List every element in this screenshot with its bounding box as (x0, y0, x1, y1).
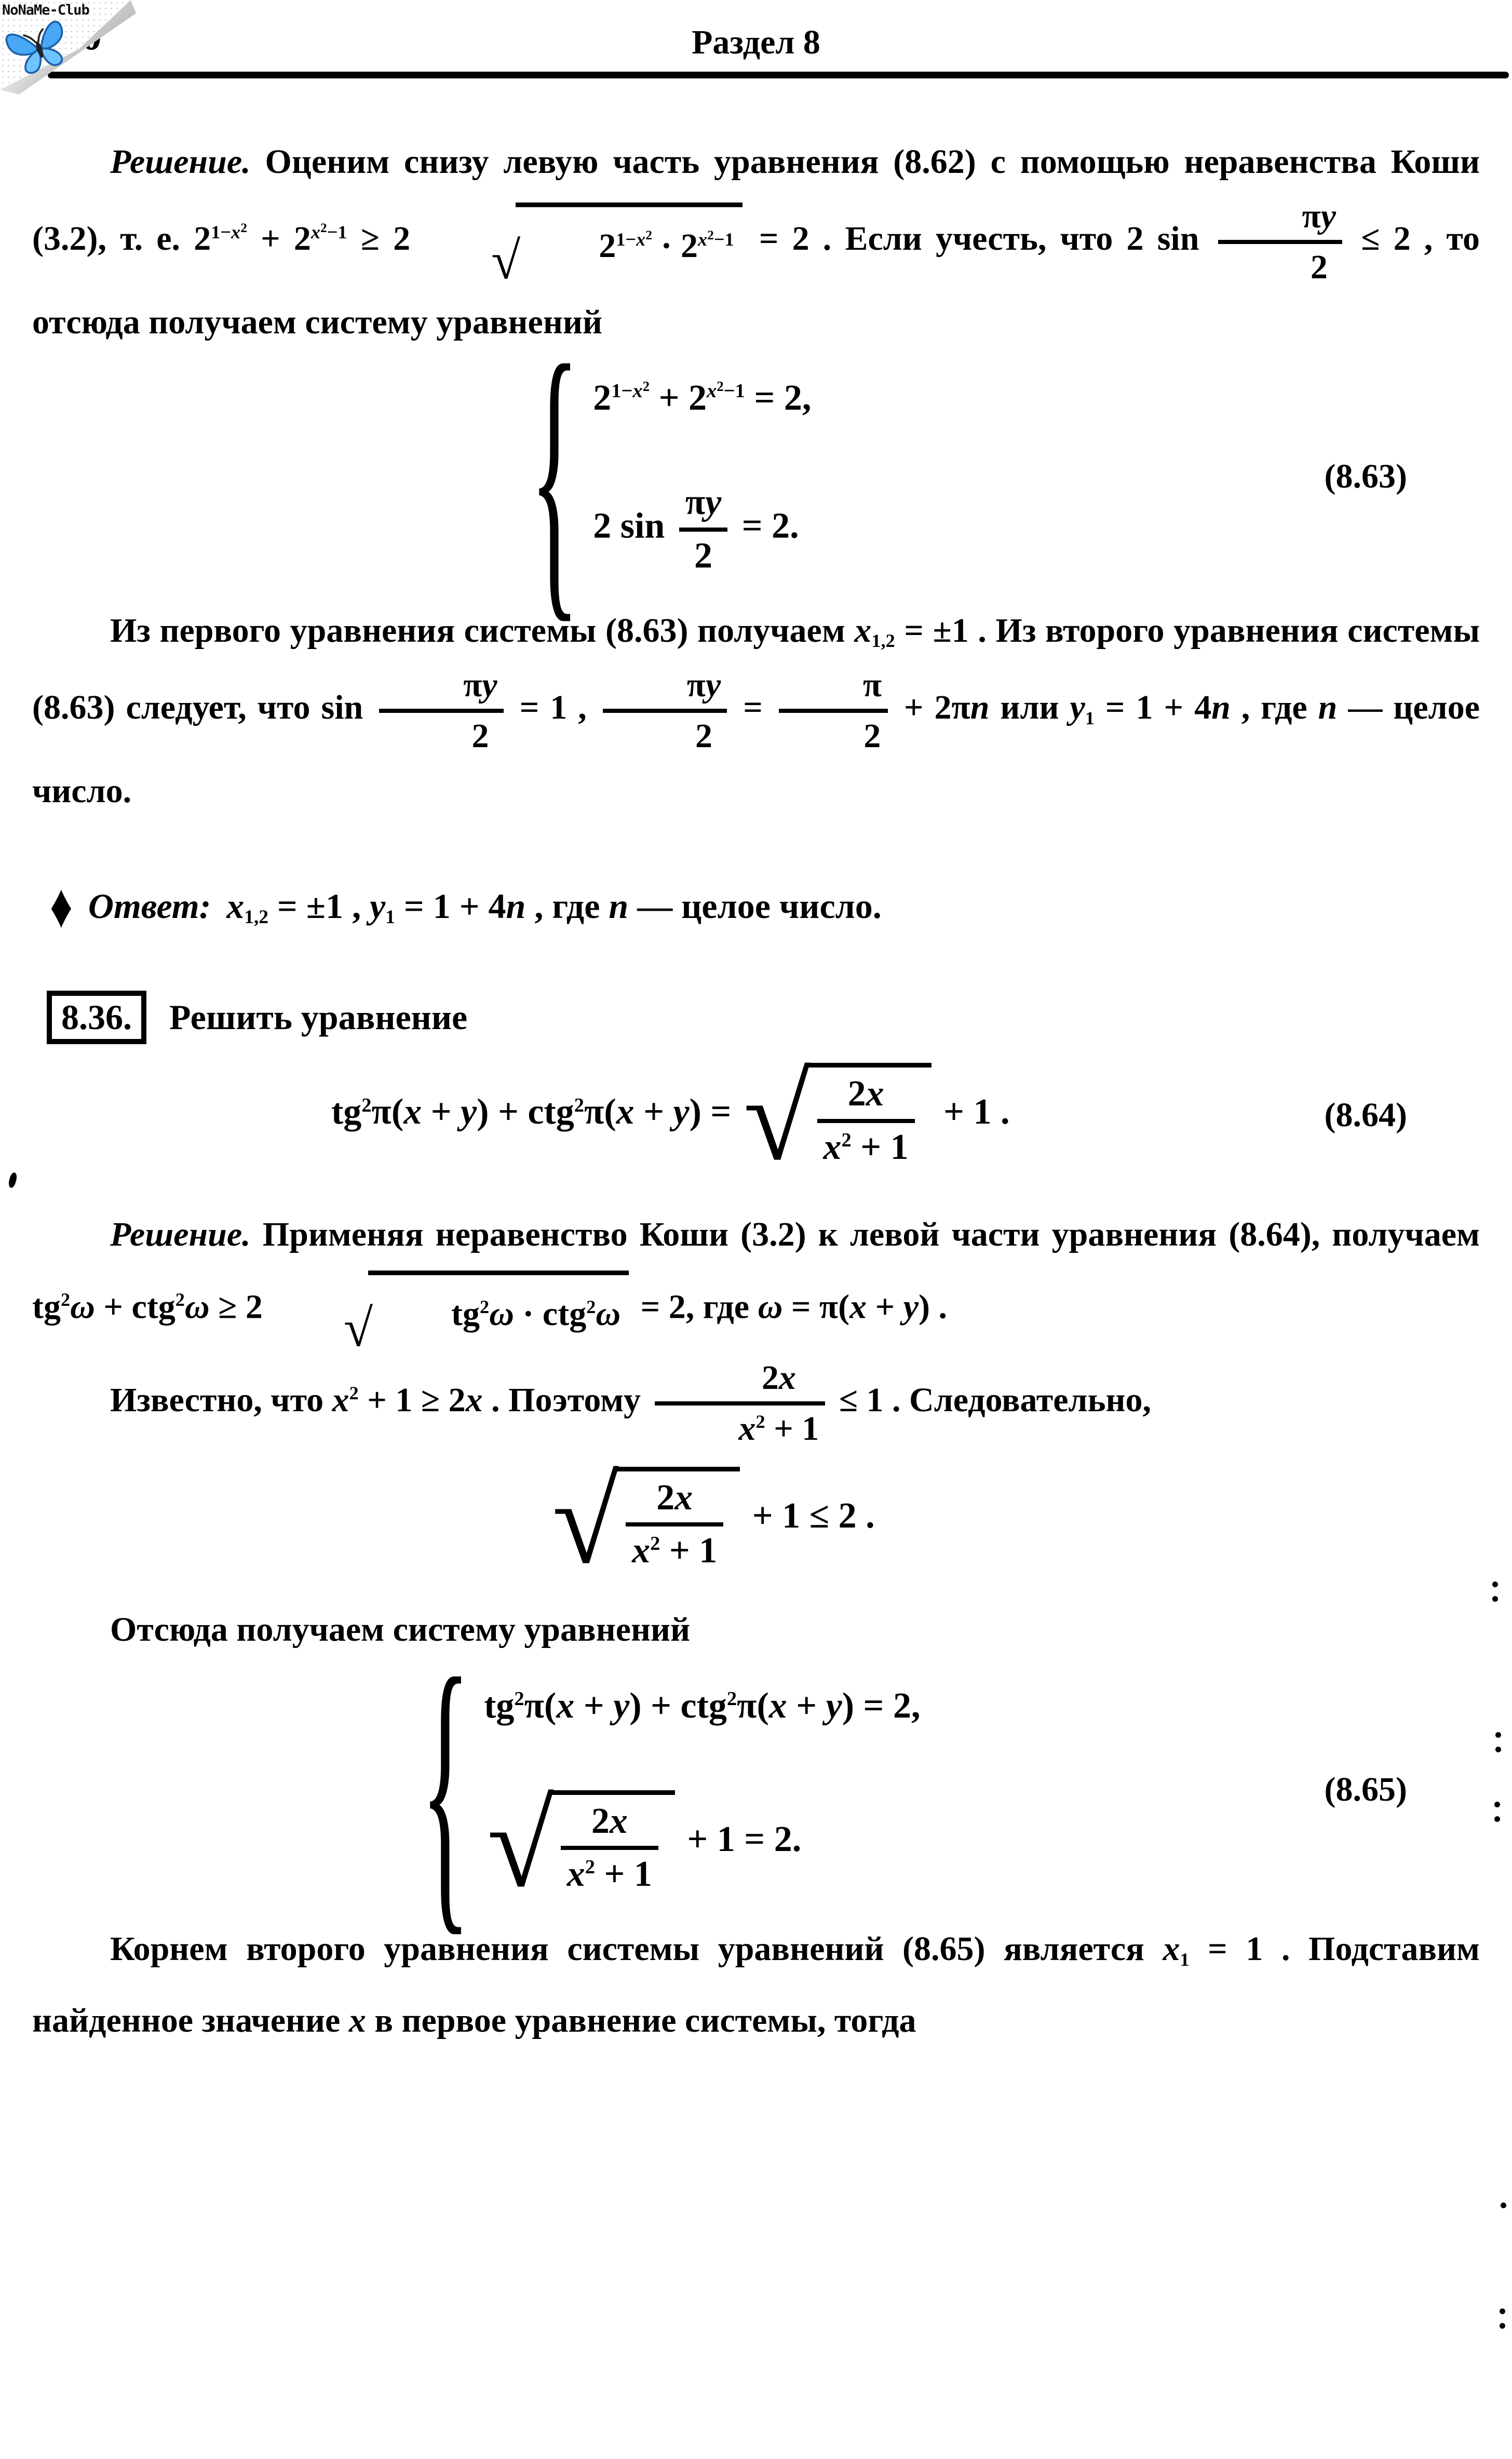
system-8-63-row (32, 303, 1480, 648)
known-inequality-paragraph: Известно, что $x^2 + 1 \ge 2x$ . Поэтому $\frac{2x}{x^2 + 1}$ ≤ 1 . Следовательно, (110, 1358, 1151, 1448)
system-8-65-equation-1: $tg^2\pi(x + y) + ctg^2\pi(x + y) = 2$, (484, 1685, 921, 1726)
equation-label-8-64: (8.64) (1324, 1096, 1407, 1134)
system-8-63 (32, 303, 1309, 648)
equation-label-8-65: (8.65) (1324, 1770, 1407, 1808)
system-brace-icon: { (421, 1616, 471, 1961)
answer-label: Ответ: (88, 886, 211, 926)
diamond-bullet-icon: ♦ (50, 871, 73, 941)
problem-8-36-line (47, 991, 1480, 1044)
system-8-65-equation-2: √ $\frac{2x}{x^2 + 1}$ + 1 = 2. (487, 1777, 802, 1913)
header-rule (48, 72, 1509, 78)
answer-line (50, 871, 1480, 941)
solution-864-paragraph: Решение. Применяя неравенство Коши (3.2) к левой части уравнения (8.64), получаем $tg^2\omega + ctg^2\omega \ge 2$ √ $tg^2\omega \cdot ctg^2\omega$ = 2, где ω = π(x + y) . (32, 1215, 1480, 1358)
equation-label-8-63: (8.63) (1324, 457, 1407, 495)
page-header (0, 0, 1512, 66)
equation-8-64-row (32, 1050, 1480, 1185)
answer-body: $x_{1,2} = \pm 1$ , $y_1 = 1 + 4n$ , где n — целое число. (226, 886, 882, 928)
root-substitution-paragraph: Корнем второго уравнения системы уравнений (8.65) является $x_1 = 1$ . Подставим найденное значение x в первое уравнение системы, тогда (32, 1930, 1480, 2039)
noname-club-watermark (0, 0, 136, 94)
scan-artifact (1501, 2203, 1506, 2208)
system-8-63-equation-1: $2^{1-x^2} + 2^{x^2-1} = 2$, (593, 378, 812, 418)
page-body (0, 126, 1512, 2056)
scan-artifact (1494, 1802, 1500, 1807)
scan-artifact (1500, 2308, 1505, 2314)
section-title: Раздел 8 (692, 23, 820, 61)
inequality-row (32, 1454, 1480, 1589)
problem-title: Решить уравнение (169, 997, 468, 1037)
system-8-63-equation-2: 2 sin $\frac{\pi y}{2}$ = 2. (593, 482, 799, 576)
inequality-equation: √ $\frac{2x}{x^2 + 1}$ + 1 ≤ 2 . (552, 1454, 875, 1589)
deduction-paragraph: Из первого уравнения системы (8.63) получаем $x_{1,2} = \pm 1$ . Из второго уравнения системы (8.63) следует, что sin $\frac{\pi y}{2}$ = 1 , $\frac{\pi y}{2}$ = $\frac{\pi}{2}$ + 2πn или $y_1 = 1 + 4n$ , где n — целое число. (32, 612, 1480, 810)
hence-system-paragraph: Отсюда получаем систему уравнений (110, 1611, 691, 1649)
problem-number-box: 8.36. (47, 991, 146, 1044)
system-brace-icon: { (530, 303, 580, 648)
solution-862-paragraph: Решение. Оценим снизу левую часть уравнения (8.62) с помощью неравенства Коши (3.2), т. е. $2^{1-x^2} + 2^{x^2-1} \ge 2$ √ $2^{1-x^2} \cdot 2^{x^2-1}$ = 2 . Если учесть, что 2 sin $\frac{\pi y}{2}$ ≤ 2 , то отсюда получаем систему уравнений (32, 143, 1480, 342)
scan-artifact (1492, 1582, 1498, 1587)
scan-artifact (1495, 1732, 1501, 1738)
butterfly-icon (1, 16, 79, 78)
watermark-label: NoNaMe-Club (2, 2, 89, 18)
equation-8-64: $tg^2\pi(x + y) + ctg^2\pi(x + y)$ = √ $\frac{2x}{x^2 + 1}$ + 1 . (331, 1050, 1010, 1185)
